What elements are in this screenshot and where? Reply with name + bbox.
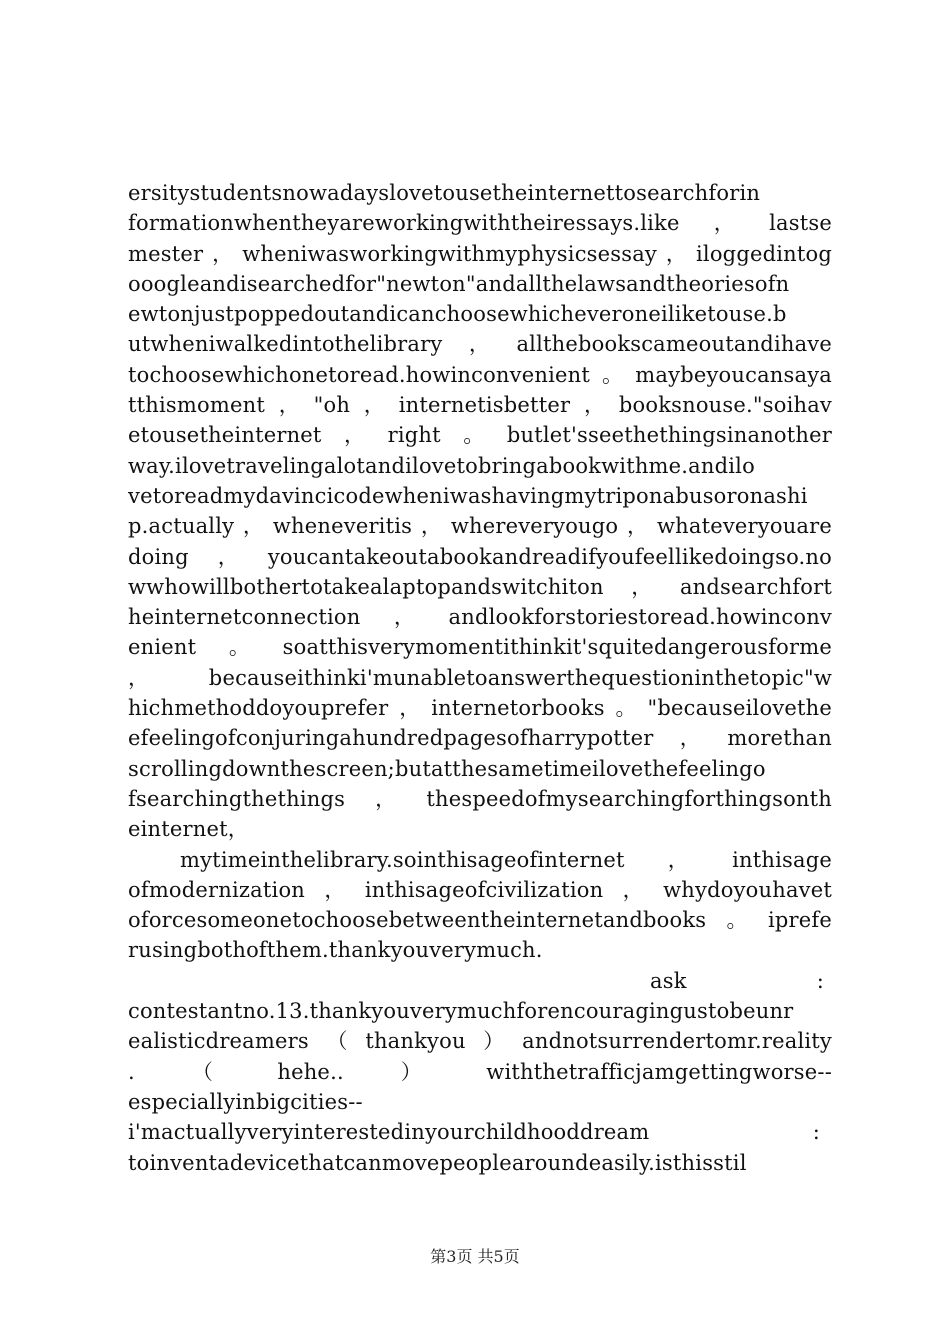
text-line: way.ilovetravelingalotandilovetobringabookwithme.andilo [128,453,755,478]
text-line: tthismoment，"oh，internetisbetter，booksnouse."soihav [128,393,832,418]
text-line: especiallyinbigcities-- [128,1089,363,1114]
text-line: tochoosewhichonetoread.howinconvenient。maybeyoucansaya [128,362,832,387]
text-line: . （ hehe.. ） withthetrafficjamgettingworse-- [128,1059,832,1084]
text-line: ，becauseithinki'munabletoanswerthequestioninthetopic"w [128,665,832,690]
text-line: formationwhentheyareworkingwiththeiressays.like，lastse [128,211,832,236]
text-line: utwheniwalkedintothelibrary，allthebookscameoutandihave [128,332,832,357]
ask-label: ask [650,968,687,993]
text-line: fsearchingthethings，thespeedofmysearchingforthingsonth [128,786,832,811]
text-line: ewtonjustpoppedoutandicanchoosewhicheveroneiliketouse.b [128,302,787,327]
dream-text: i'mactuallyveryinterestedinyourchildhooddream [128,1120,650,1145]
text-line: mester，wheniwasworkingwithmyphysicsessay，iloggedintog [128,241,832,266]
text-line: enient。soatthisverymomentithinkit'squitedangerousforme [128,635,832,660]
text-line: contestantno.13.thankyouverymuchforencouragingustobeunr [128,999,794,1024]
text-line: efeelingofconjuringahundredpagesofharrypotter，morethan [128,726,832,751]
ask-colon: : [816,968,824,993]
text-line: scrollingdownthescreen;butatthesametimeilovethefeelingo [128,756,766,781]
text-line: ersitystudentsnowadayslovetousetheinternettosearchforin [128,181,761,205]
text-line: vetoreadmydavincicodewheniwashavingmytriponabusoronashi [128,483,808,508]
text-line: heinternetconnection，andlookforstoriestoread.howinconv [128,605,832,630]
text-line: hichmethoddoyouprefer，internetorbooks。"becauseilovethe [128,696,832,721]
text-line: toinventadevicethatcanmovepeoplearoundeasily.isthisstil [128,1150,747,1175]
ask-line [128,966,832,996]
text-line: ealisticdreamers（thankyou）andnotsurrendertomr.reality [128,1029,832,1054]
dream-colon: : [812,1120,820,1145]
text-line: ofmodernization，inthisageofcivilization，whydoyouhavet [128,877,832,902]
text-line: rusingbothofthem.thankyouverymuch. [128,938,543,963]
text-line: einternet， [128,817,249,842]
text-line: wwhowillbothertotakealaptopandswitchiton，andsearchfort [128,574,832,599]
text-line: ooogleandisearchedfor"newton"andallthelawsandtheoriesofn [128,271,790,296]
text-line: doing，youcantakeoutabookandreadifyoufeellikedoingso.no [128,544,832,569]
text-line: p.actually，wheneveritis，whereveryougo，whateveryouare [128,514,832,539]
body-text [128,178,832,1178]
text-line: etousetheinternet，right。butlet'sseethethingsinanother [128,423,832,448]
page-number: 第3页 共5页 [430,1247,520,1266]
text-line: mytimeinthelibrary.sointhisageofinternet，inthisage [180,847,832,872]
dream-line [128,1117,832,1147]
text-line: oforcesomeonetochoosebetweentheinternetandbooks。iprefe [128,908,832,933]
